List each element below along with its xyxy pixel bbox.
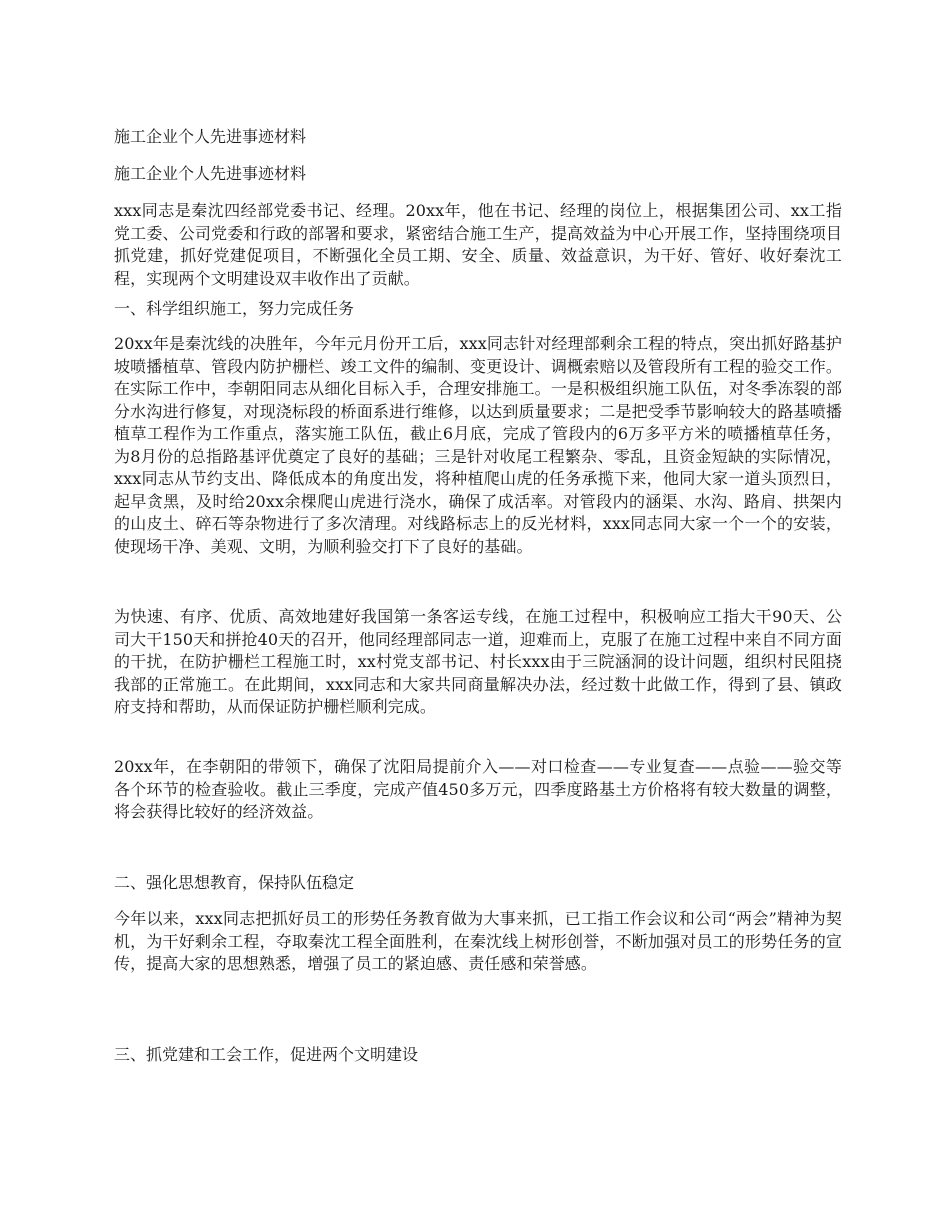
section-heading-3: 三、抓党建和工会工作，促进两个文明建设	[114, 1045, 419, 1064]
document-title: 施工企业个人先进事迹材料	[114, 127, 307, 146]
section-heading-1: 一、科学组织施工，努力完成任务	[114, 299, 355, 318]
section-1-paragraph-3: 20xx年，在李朝阳的带领下，确保了沈阳局提前介入——对口检查——专业复查——点验——验交等各个环节的检查验收。截止三季度，完成产值450多万元，四季度路基土方价格将有较大数量的调整，将会获得比较好的经济效益。	[114, 757, 842, 821]
intro-paragraph: xxx同志是秦沈四经部党委书记、经理。20xx年，他在书记、经理的岗位上，根据集团公司、xx工指党工委、公司党委和行政的部署和要求，紧密结合施工生产，提高效益为中心开展工作，坚持围绕项目抓党建，抓好党建促项目，不断强化全员工期、安全、质量、效益意识，为干好、管好、收好秦沈工程，实现两个文明建设双丰收作出了贡献。	[114, 201, 842, 288]
section-1-paragraph-2: 为快速、有序、优质、高效地建好我国第一条客运专线，在施工过程中，积极响应工指大干90天、公司大干150天和拼抢40天的召开，他同经理部同志一道，迎难而上，克服了在施工过程中来自不同方面的干扰，在防护栅栏工程施工时，xx村党支部书记、村长xxx由于三院涵洞的设计问题，组织村民阻挠我部的正常施工。在此期间，xxx同志和大家共同商量解决办法，经过数十此做工作，得到了县、镇政府支持和帮助，从而保证防护栅栏顺利完成。	[114, 607, 842, 716]
section-heading-2: 二、强化思想教育，保持队伍稳定	[114, 873, 355, 892]
section-2-paragraph-1: 今年以来，xxx同志把抓好员工的形势任务教育做为大事来抓，已工指工作会议和公司“两会”精神为契机，为干好剩余工程，夺取秦沈工程全面胜利，在秦沈线上树形创誉，不断加强对员工的形势任务的宣传，提高大家的思想熟悉，增强了员工的紧迫感、责任感和荣誉感。	[114, 909, 842, 973]
document-subtitle: 施工企业个人先进事迹材料	[114, 164, 307, 183]
section-1-paragraph-1: 20xx年是秦沈线的决胜年，今年元月份开工后，xxx同志针对经理部剩余工程的特点，突出抓好路基护坡喷播植草、管段内防护栅栏、竣工文件的编制、变更设计、调概索赔以及管段所有工程的验交工作。在实际工作中，李朝阳同志从细化目标入手，合理安排施工。一是积极组织施工队伍，对冬季冻裂的部分水沟进行修复，对现浇标段的桥面系进行维修，以达到质量要求；二是把受季节影响较大的路基喷播植草工程作为工作重点，落实施工队伍，截止6月底，完成了管段内的6万多平方米的喷播植草任务，为8月份的总指路基评优奠定了良好的基础；三是针对收尾工程繁杂、零乱，且资金短缺的实际情况，xxx同志从节约支出、降低成本的角度出发，将种植爬山虎的任务承揽下来，他同大家一道头顶烈日，起早贪黑，及时给20xx余棵爬山虎进行浇水，确保了成活率。对管段内的涵渠、水沟、路肩、拱架内的山皮土、碎石等杂物进行了多次清理。对线路标志上的反光材料，xxx同志同大家一个一个的安装，使现场干净、美观、文明，为顺利验交打下了良好的基础。	[114, 334, 842, 556]
